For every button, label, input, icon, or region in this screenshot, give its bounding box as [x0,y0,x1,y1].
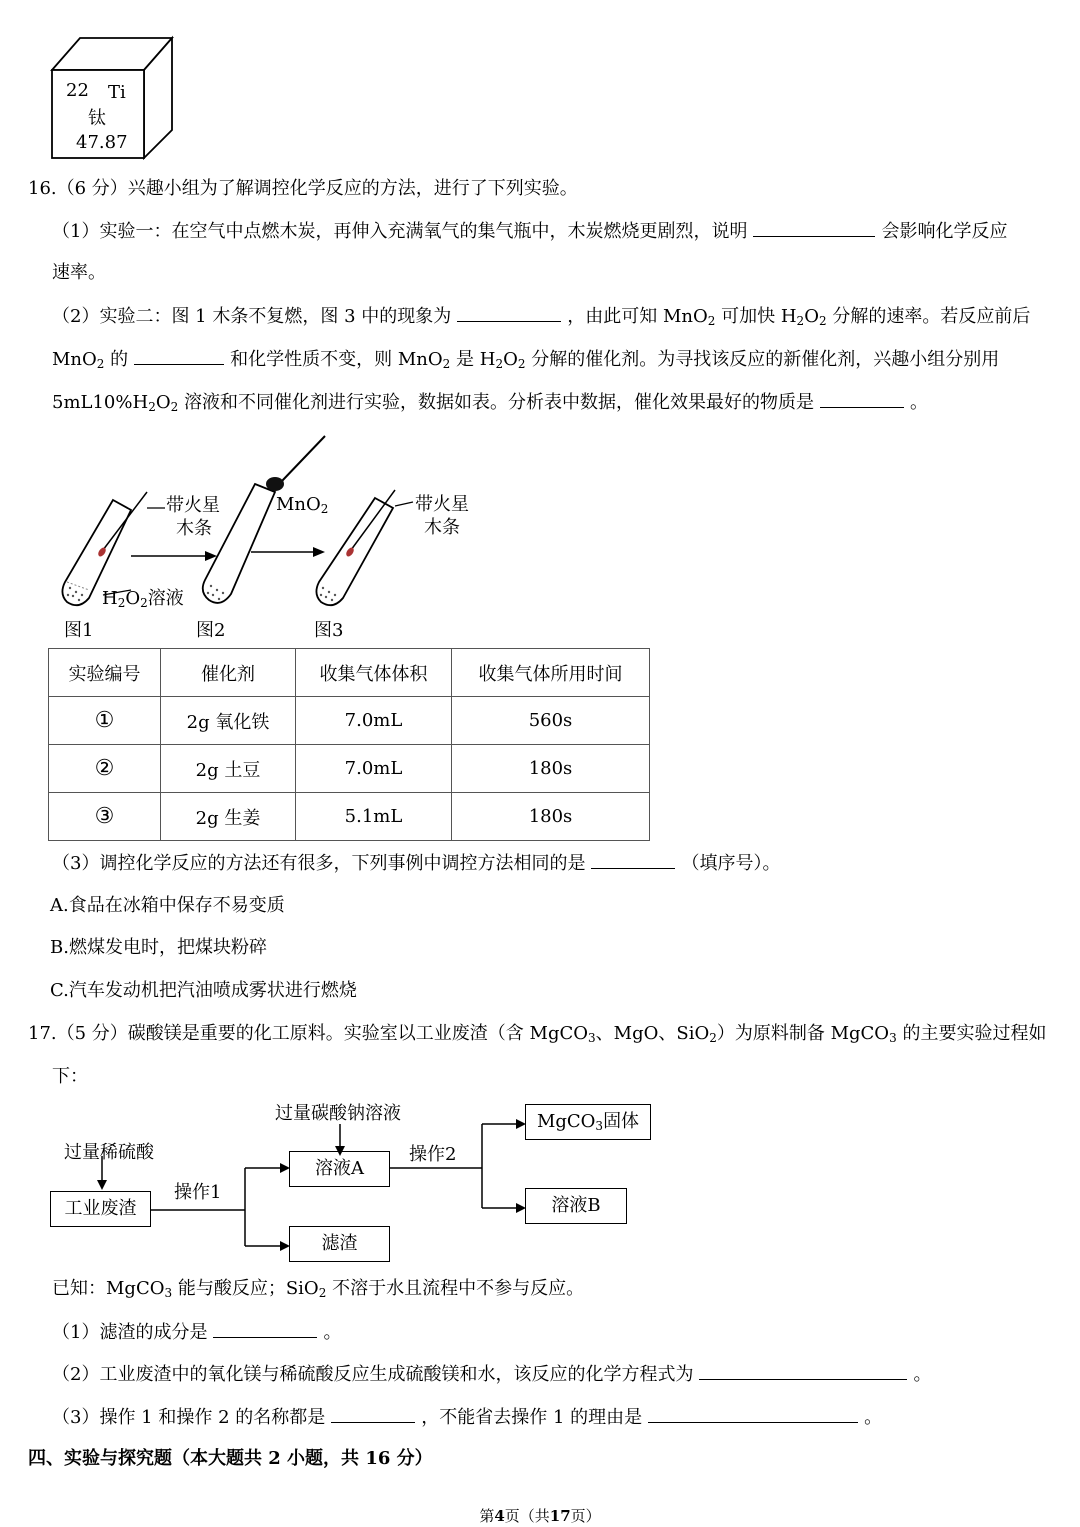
q16-part3-line [52,850,780,877]
sub: 2 [320,502,329,516]
footer-text-a: 第 [479,1507,495,1525]
fig2-test-tube [203,436,325,603]
table-cell: ① [49,697,161,745]
q16-p2-text-j: O [503,349,518,370]
q16-header: 16.（6 分）兴趣小组为了解调控化学反应的方法，进行了下列实验。 [28,178,578,199]
table-cell: 7.0mL [296,745,452,793]
sub: 2 [117,596,126,610]
flow-solid-text: 固体 [603,1111,640,1132]
q16-part1-line1 [52,218,1007,245]
q16-part2-line1 [52,303,1030,334]
q16-p2-blank3[interactable] [820,389,904,408]
fig3-caption: 图3 [314,620,344,641]
q17-header-line2: 下： [52,1066,88,1087]
table-cell: 2g 氧化铁 [161,697,296,745]
fig2-caption: 图2 [196,620,226,641]
table-cell: 180s [452,793,650,841]
sub: 3 [588,1031,596,1045]
q16-p2-text-m: O [155,392,171,413]
table-cell: 5.1mL [296,793,452,841]
flow-box-solution-a: 溶液A [289,1151,390,1187]
section-4-heading: 四、实验与探究题（本大题共 2 小题，共 16 分） [28,1448,433,1469]
table-cell: 2g 生姜 [161,793,296,841]
q16-p2-text-l: 5mL10%H [52,392,149,413]
sub: 3 [889,1031,897,1045]
sub: 2 [148,400,156,414]
label-fire-2: 带火星 [415,494,469,515]
flow-op1-label: 操作1 [174,1182,222,1203]
flow-reagent-acid: 过量稀硫酸 [64,1142,154,1163]
q17-known-a: 已知：MgCO [52,1278,165,1299]
label-wood-2: 木条 [424,517,460,538]
table-cell: 180s [452,745,650,793]
q16-p2-text-b: ，由此可知 MnO [567,306,708,327]
flow-mgco3-text: MgCO [536,1111,596,1132]
q17-s3-text-a: （3）操作 1 和操作 2 的名称都是 [52,1407,326,1428]
q16-p2-text-a: （2）实验二：图 1 木条不复燃，图 3 中的现象为 [52,306,452,327]
label-mno2 [276,494,328,516]
sub: 2 [707,314,716,328]
table-cell: ③ [49,793,161,841]
q17-sub3 [52,1404,882,1431]
sub: 2 [140,596,148,610]
flow-reagent-carbonate: 过量碳酸钠溶液 [275,1103,401,1124]
q17-s2-text: （2）工业废渣中的氧化镁与稀硫酸反应生成硫酸镁和水，该反应的化学方程式为 [52,1364,694,1385]
element-mass: 47.87 [76,132,128,153]
q17-s1-text: （1）滤渣的成分是 [52,1322,208,1343]
q17-header [28,1021,1046,1051]
table-header-cell: 催化剂 [161,649,296,697]
sub: 2 [517,357,526,371]
option-c: C.汽车发动机把汽油喷成雾状进行燃烧 [50,980,357,1001]
option-a: A.食品在冰箱中保存不易变质 [50,895,285,916]
q17-s3-blank2[interactable] [648,1404,858,1423]
table-row [49,793,650,841]
q16-part2-line3 [52,389,928,420]
table-row [49,697,650,745]
q17-sub1 [52,1319,341,1346]
q17-s2-end: 。 [913,1364,932,1385]
table-header-cell: 收集气体所用时间 [452,649,650,697]
q16-p3-text-a: （3）调控化学反应的方法还有很多，下列事例中调控方法相同的是 [52,853,586,874]
table-cell: ② [49,745,161,793]
sub: 2 [495,357,504,371]
q16-p2-text-k: 分解的催化剂。为寻找该反应的新催化剂，兴趣小组分别用 [525,349,1000,370]
footer-text-c: 页） [570,1507,601,1525]
sub: 2 [442,357,451,371]
table-cell: 560s [452,697,650,745]
q16-part1-line2: 速率。 [52,262,106,283]
table-cell: 2g 土豆 [161,745,296,793]
q16-p3-blank[interactable] [591,850,675,869]
q16-p2-text-d: O [804,306,819,327]
q17-header-d: 的主要实验过程如 [896,1023,1047,1044]
option-b: B.燃煤发电时，把煤块粉碎 [50,937,267,958]
q16-p2-text-f: MnO [52,349,97,370]
label-h2o2-solution [102,584,184,610]
q16-p2-blank2[interactable] [134,346,224,365]
element-symbol: Ti [108,82,126,103]
q16-p1-text-a: （1）实验一：在空气中点燃木炭，再伸入充满氧气的集气瓶中，木炭燃烧更剧烈，说明 [52,221,748,242]
sub: 2 [796,314,805,328]
flow-box-raw-waste: 工业废渣 [50,1191,151,1227]
element-name: 钛 [88,108,106,129]
sub: 3 [164,1286,173,1300]
q16-p2-text-i: 是 H [450,349,496,370]
label-solution: 溶液 [147,588,184,609]
table-row [49,745,650,793]
footer-page-number: 4 [494,1507,505,1525]
q17-known-b: 能与酸反应；SiO [172,1278,319,1299]
q17-s1-end: 。 [323,1322,342,1343]
sub: 2 [818,314,827,328]
flow-box-solution-b: 溶液B [525,1188,627,1224]
table-header-cell: 收集气体体积 [296,649,452,697]
q17-s3-blank1[interactable] [331,1404,415,1423]
q17-header-b: 、MgO、SiO [595,1023,710,1044]
q17-header-a: 17.（5 分）碳酸镁是重要的化工原料。实验室以工业废渣（含 MgCO [28,1023,589,1044]
sub: 2 [318,1286,327,1300]
arrow-1 [131,551,217,561]
q17-s1-blank[interactable] [213,1319,317,1338]
label-fire-1: 带火星 [166,495,220,516]
sub: 2 [96,357,105,371]
label-wood-1: 木条 [176,518,212,539]
q17-sub2 [52,1361,931,1388]
q16-p2-text-n: 溶液和不同催化剂进行实验，数据如表。分析表中数据，催化效果最好的物质是 [178,392,814,413]
q16-p3-text-b: （填序号）。 [681,853,781,874]
table-header-row [49,649,650,697]
table-header-cell: 实验编号 [49,649,161,697]
catalyst-data-table [48,648,650,841]
q17-known-c: 不溶于水且流程中不参与反应。 [326,1278,585,1299]
footer-text-b: 页（共 [504,1507,550,1525]
sub: 2 [709,1031,717,1045]
label-o: O [125,588,141,609]
footer-total-pages: 17 [549,1507,571,1525]
q17-known [52,1276,584,1306]
q16-p2-blank1[interactable] [457,303,561,322]
q16-p2-text-h: 和化学性质不变，则 MnO [230,349,443,370]
q17-s2-blank[interactable] [699,1361,907,1380]
q16-p2-text-c: 可加快 H [715,306,797,327]
q16-p1-text-b: 会影响化学反应 [881,221,1008,242]
q16-p2-text-g: 的 [104,349,129,370]
q16-p1-blank[interactable] [753,218,875,237]
q16-p2-text-e: 分解的速率。若反应前后 [826,306,1031,327]
flow-op2-label: 操作2 [409,1144,457,1165]
label-mno2-text: MnO [276,494,321,515]
q17-s3-text-b: ，不能省去操作 1 的理由是 [421,1407,643,1428]
flow-box-mgco3-solid [525,1104,651,1140]
q16-part2-line2 [52,346,999,377]
q17-header-c: ）为原料制备 MgCO [716,1023,890,1044]
table-cell: 7.0mL [296,697,452,745]
element-number: 22 [66,80,89,101]
label-h: H [102,588,118,609]
fig1-caption: 图1 [64,620,94,641]
sub: 3 [595,1119,604,1133]
flow-box-residue: 滤渣 [289,1226,390,1262]
arrow-2 [251,547,325,557]
q16-p2-text-o: 。 [909,392,928,413]
page-footer [0,1505,1080,1526]
sub: 2 [170,400,179,414]
q17-s3-end: 。 [864,1407,883,1428]
